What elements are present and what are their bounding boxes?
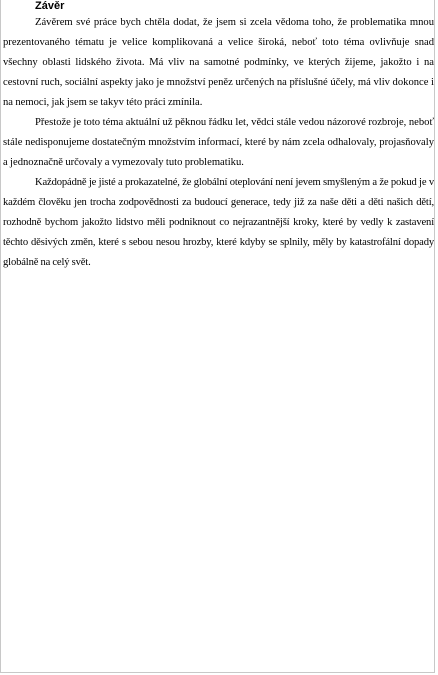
- paragraph-2: Přestože je toto téma aktuální už pěknou řádku let, vědci stále vedou názorové rozbroje, neboť stále nedisponujeme dostatečným množstvím informací, které by nám zcela odhalovaly, projasňovaly a jednoznačně určovaly a vymezovaly tuto problematiku.: [3, 117, 434, 168]
- section-heading: Závěr: [35, 0, 65, 12]
- paragraph-3: Každopádně je jisté a prokazatelné, že globální oteplování není jevem smyšleným a že pokud je v každém člověku jen trocha zodpovědnosti za budoucí generace, tedy již za naše děti a děti našich dětí, rozhodně bychom jakožto lidstvo měli podniknout co nejrazantnější kroky, které by vedly k zastavení těchto děsivých změn, které s sebou nesou hrozby, které kdyby se splnily, měly by katastrofální dopady globálně na celý svět.: [3, 177, 434, 268]
- paragraph-1: Závěrem své práce bych chtěla dodat, že jsem si zcela vědoma toho, že problematika mnou prezentovaného tématu je velice komplikovaná a velice široká, neboť toto téma ovlivňuje snad všechny oblasti lidského života. Má vliv na samotné podmínky, ve kterých žijeme, jakožto i na cestovní ruch, sociální aspekty jako je množství peněz určených na příslušné účely, má vliv dokonce i na nemoci, jak jsem se takyv této práci zmínila.: [3, 17, 434, 108]
- document-body[interactable]: [3, 13, 434, 273]
